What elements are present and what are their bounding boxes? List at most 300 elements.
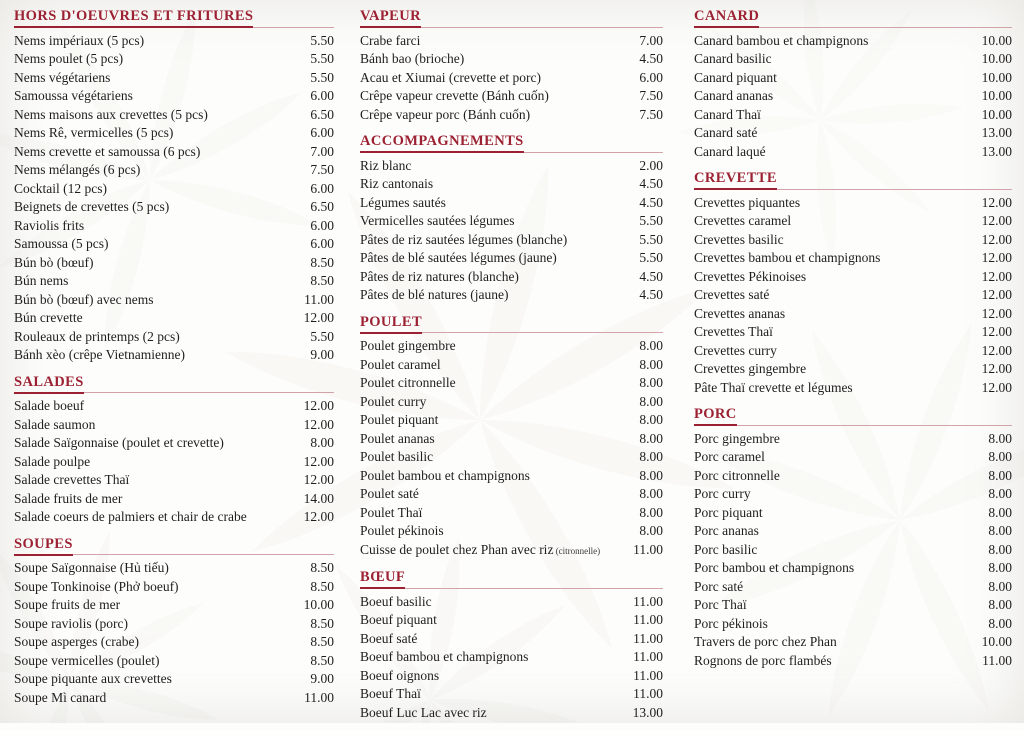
menu-item-name: Travers de porc chez Phan bbox=[694, 634, 837, 649]
menu-item-name: Crevettes Thaï bbox=[694, 324, 773, 339]
menu-item-name: Boeuf oignons bbox=[360, 667, 440, 683]
menu-item-name: Vermicelles sautées légumes bbox=[360, 213, 515, 228]
menu-item-name: Crevettes Pékinoises bbox=[694, 268, 807, 284]
menu-item-price: 8.50 bbox=[310, 560, 334, 575]
menu-item-name: Porc basilic bbox=[694, 541, 758, 557]
menu-item-name: Bún crevette bbox=[14, 310, 83, 325]
menu-item-name: Boeuf Thaï bbox=[360, 686, 421, 701]
menu-item-price: 8.00 bbox=[639, 486, 663, 501]
menu-item-price: 6.50 bbox=[310, 199, 334, 214]
menu-item-row bbox=[360, 374, 663, 393]
menu-item-name: Salade Saïgonnaise (poulet et crevette) bbox=[14, 435, 224, 450]
menu-item-name: Acau et Xiumai (crevette et porc) bbox=[360, 69, 542, 85]
menu-item-name: Poulet ananas bbox=[360, 430, 435, 446]
menu-item-row bbox=[14, 490, 334, 509]
menu-item-price: 11.00 bbox=[633, 541, 663, 557]
menu-item-name: Riz cantonais bbox=[360, 176, 434, 191]
menu-item-price: 11.00 bbox=[633, 630, 663, 646]
menu-item-row bbox=[360, 337, 663, 356]
section-title-text: HORS D'OEUVRES ET FRITURES bbox=[14, 8, 253, 28]
menu-item-name: Samoussa (5 pcs) bbox=[14, 236, 109, 251]
menu-item-row bbox=[14, 309, 334, 328]
section-title bbox=[14, 374, 334, 394]
menu-item-row bbox=[360, 630, 663, 649]
menu-item-price: 12.00 bbox=[981, 342, 1012, 358]
menu-item-name: Salade coeurs de palmiers et chair de crabe bbox=[14, 509, 247, 524]
menu-item-price: 14.00 bbox=[303, 490, 334, 506]
menu-item-name: Pâte Thaï crevette et légumes bbox=[694, 379, 853, 395]
menu-item-price: 13.00 bbox=[981, 125, 1012, 140]
section-title-text: BŒUF bbox=[360, 569, 405, 589]
menu-item-price: 12.00 bbox=[981, 231, 1012, 247]
menu-item-price: 12.00 bbox=[981, 250, 1012, 265]
menu-item-row bbox=[694, 249, 1012, 268]
menu-item-name: Nems impériaux (5 pcs) bbox=[14, 32, 145, 48]
menu-item-row bbox=[14, 397, 334, 416]
menu-item-name: Boeuf bambou et champignons bbox=[360, 649, 529, 664]
menu-item-row bbox=[14, 235, 334, 254]
menu-item-name: Canard ananas bbox=[694, 88, 774, 103]
section-title bbox=[694, 406, 1012, 426]
menu-item-price: 7.50 bbox=[639, 106, 663, 122]
menu-item-price: 8.00 bbox=[988, 449, 1012, 464]
menu-item-price: 10.00 bbox=[303, 597, 334, 612]
menu-item-name: Nems mélangés (6 pcs) bbox=[14, 162, 141, 177]
menu-item-name: Canard saté bbox=[694, 125, 758, 140]
menu-item-row bbox=[360, 268, 663, 287]
menu-item-price: 8.00 bbox=[988, 578, 1012, 594]
menu-item-row bbox=[360, 249, 663, 268]
menu-item-price: 5.50 bbox=[639, 231, 663, 247]
menu-item-row bbox=[694, 305, 1012, 324]
menu-item-price: 5.50 bbox=[310, 51, 334, 66]
menu-item-row bbox=[360, 175, 663, 194]
menu-item-row bbox=[360, 50, 663, 69]
menu-item-price: 12.00 bbox=[981, 213, 1012, 228]
menu-item-row bbox=[14, 633, 334, 652]
menu-item-price: 10.00 bbox=[981, 32, 1012, 48]
menu-item-row bbox=[694, 578, 1012, 597]
menu-item-name: Cuisse de poulet chez Phan avec riz (citronnelle) bbox=[360, 541, 601, 557]
menu-item-row bbox=[694, 360, 1012, 379]
menu-item-name: Crevettes basilic bbox=[694, 231, 784, 247]
section-title bbox=[14, 536, 334, 556]
menu-item-name: Crevettes bambou et champignons bbox=[694, 250, 881, 265]
menu-item-price: 8.00 bbox=[988, 467, 1012, 483]
menu-item-price: 8.00 bbox=[988, 486, 1012, 501]
menu-item-price: 8.50 bbox=[310, 273, 334, 288]
menu-item-row bbox=[14, 69, 334, 88]
menu-item-row bbox=[14, 615, 334, 634]
menu-item-row bbox=[14, 217, 334, 236]
menu-item-name: Porc pékinois bbox=[694, 615, 768, 631]
menu-item-row bbox=[14, 416, 334, 435]
menu-item-price: 7.50 bbox=[639, 88, 663, 103]
menu-section bbox=[14, 536, 334, 708]
menu-item-price: 8.00 bbox=[988, 430, 1012, 446]
menu-item-row bbox=[360, 504, 663, 523]
menu-item-name: Nems poulet (5 pcs) bbox=[14, 51, 124, 66]
menu-item-price: 6.00 bbox=[310, 125, 334, 140]
menu-item-price: 6.00 bbox=[310, 180, 334, 196]
menu-item-name: Canard Thaï bbox=[694, 106, 761, 122]
section-title-text: ACCOMPAGNEMENTS bbox=[360, 133, 524, 153]
menu-item-name: Poulet caramel bbox=[360, 356, 441, 372]
menu-item-price: 12.00 bbox=[981, 194, 1012, 210]
menu-item-name: Boeuf piquant bbox=[360, 612, 437, 627]
menu-item-price: 2.00 bbox=[639, 157, 663, 173]
menu-item-price: 13.00 bbox=[632, 704, 663, 720]
menu-section bbox=[360, 569, 663, 722]
menu-item-name: Porc saté bbox=[694, 578, 744, 594]
menu-item-row bbox=[360, 194, 663, 213]
menu-item-row bbox=[360, 157, 663, 176]
menu-item-row bbox=[14, 689, 334, 708]
menu-item-row bbox=[694, 467, 1012, 486]
menu-item-name: Pâtes de riz sautées légumes (blanche) bbox=[360, 231, 568, 247]
menu-item-name: Porc ananas bbox=[694, 523, 759, 538]
menu-item-price: 9.00 bbox=[310, 347, 334, 362]
menu-item-row bbox=[360, 685, 663, 704]
menu-item-row bbox=[360, 393, 663, 412]
menu-item-name: Beignets de crevettes (5 pcs) bbox=[14, 199, 170, 214]
menu-item-price: 11.00 bbox=[633, 612, 663, 627]
menu-item-price: 5.50 bbox=[310, 32, 334, 48]
menu-item-name: Porc bambou et champignons bbox=[694, 560, 855, 575]
menu-item-row bbox=[14, 596, 334, 615]
menu-item-row bbox=[14, 291, 334, 310]
menu-item-name: Salade poulpe bbox=[14, 453, 91, 469]
menu-item-row bbox=[360, 231, 663, 250]
menu-item-row bbox=[14, 180, 334, 199]
menu-item-name: Nems maisons aux crevettes (5 pcs) bbox=[14, 106, 208, 122]
menu-item-price: 12.00 bbox=[303, 416, 334, 432]
menu-item-name: Crêpe vapeur porc (Bánh cuốn) bbox=[360, 106, 531, 122]
menu-item-price: 12.00 bbox=[303, 472, 334, 487]
menu-item-name: Bánh bao (brioche) bbox=[360, 51, 465, 66]
menu-item-price: 11.00 bbox=[633, 667, 663, 683]
menu-item-name: Salade saumon bbox=[14, 416, 96, 432]
menu-section bbox=[694, 406, 1012, 670]
menu-item-price: 6.00 bbox=[310, 88, 334, 103]
menu-item-row bbox=[694, 231, 1012, 250]
menu-item-name: Pâtes de riz natures (blanche) bbox=[360, 268, 519, 284]
menu-item-name: Crabe farci bbox=[360, 32, 421, 48]
menu-item-name: Soupe Mì canard bbox=[14, 689, 107, 705]
menu-item-name: Poulet bambou et champignons bbox=[360, 467, 530, 483]
menu-item-price: 8.50 bbox=[310, 254, 334, 270]
menu-item-row bbox=[360, 648, 663, 667]
menu-item-name: Crêpe vapeur crevette (Bánh cuốn) bbox=[360, 88, 549, 103]
menu-item-note: (citronnelle) bbox=[553, 545, 601, 556]
menu-item-name: Salade crevettes Thaï bbox=[14, 472, 130, 487]
section-title-text: POULET bbox=[360, 314, 422, 334]
menu-item-name: Salade fruits de mer bbox=[14, 490, 123, 506]
menu-item-price: 5.50 bbox=[310, 69, 334, 85]
menu-section bbox=[694, 8, 1012, 161]
menu-item-row bbox=[694, 323, 1012, 342]
menu-item-name: Soupe piquante aux crevettes bbox=[14, 671, 172, 686]
menu-item-row bbox=[14, 143, 334, 162]
section-title-text: PORC bbox=[694, 406, 737, 426]
menu-item-name: Canard piquant bbox=[694, 69, 777, 85]
menu-item-price: 5.50 bbox=[639, 250, 663, 265]
menu-item-name: Rouleaux de printemps (2 pcs) bbox=[14, 328, 180, 344]
menu-item-row bbox=[694, 342, 1012, 361]
menu-item-name: Poulet gingembre bbox=[360, 338, 456, 353]
menu-item-name: Soupe asperges (crabe) bbox=[14, 634, 139, 649]
section-title bbox=[694, 8, 1012, 28]
menu-item-row bbox=[694, 541, 1012, 560]
menu-item-row bbox=[14, 124, 334, 143]
menu-section bbox=[694, 170, 1012, 397]
menu-item-row bbox=[360, 667, 663, 686]
menu-item-row bbox=[694, 448, 1012, 467]
menu-item-row bbox=[360, 467, 663, 486]
menu-item-price: 8.00 bbox=[988, 504, 1012, 520]
menu-section bbox=[14, 374, 334, 527]
menu-item-row bbox=[360, 430, 663, 449]
menu-item-name: Crevettes piquantes bbox=[694, 194, 801, 210]
menu-item-row bbox=[14, 559, 334, 578]
menu-item-price: 13.00 bbox=[981, 143, 1012, 159]
menu-item-price: 8.50 bbox=[310, 578, 334, 594]
menu-item-name: Canard laqué bbox=[694, 143, 766, 159]
menu-item-row bbox=[694, 485, 1012, 504]
menu-item-row bbox=[14, 453, 334, 472]
menu-item-name: Crevettes curry bbox=[694, 342, 777, 358]
menu-item-row bbox=[360, 69, 663, 88]
menu-item-row bbox=[694, 69, 1012, 88]
menu-item-name: Canard basilic bbox=[694, 51, 772, 66]
menu-item-price: 8.50 bbox=[310, 634, 334, 649]
menu-item-name: Boeuf basilic bbox=[360, 593, 432, 609]
menu-item-price: 10.00 bbox=[981, 51, 1012, 66]
menu-item-price: 11.00 bbox=[633, 649, 663, 664]
menu-item-row bbox=[14, 471, 334, 490]
menu-item-name: Nems crevette et samoussa (6 pcs) bbox=[14, 143, 201, 159]
menu-item-row bbox=[694, 124, 1012, 143]
menu-item-name: Canard bambou et champignons bbox=[694, 32, 869, 48]
menu-item-row bbox=[694, 143, 1012, 162]
menu-item-name: Rognons de porc flambés bbox=[694, 652, 832, 668]
menu-item-price: 4.50 bbox=[639, 51, 663, 66]
menu-item-row bbox=[360, 87, 663, 106]
menu-item-row bbox=[14, 198, 334, 217]
menu-item-price: 12.00 bbox=[981, 379, 1012, 395]
menu-item-price: 8.00 bbox=[310, 435, 334, 450]
menu-item-row bbox=[14, 434, 334, 453]
menu-item-row bbox=[694, 652, 1012, 671]
menu-item-price: 12.00 bbox=[303, 398, 334, 413]
menu-item-row bbox=[14, 254, 334, 273]
menu-item-name: Crevettes ananas bbox=[694, 305, 786, 321]
menu-item-name: Légumes sautés bbox=[360, 194, 446, 210]
menu-item-price: 8.00 bbox=[988, 597, 1012, 612]
menu-section bbox=[360, 314, 663, 561]
section-title bbox=[360, 314, 663, 334]
menu-item-price: 8.00 bbox=[988, 523, 1012, 538]
menu-item-row bbox=[14, 161, 334, 180]
menu-item-price: 8.00 bbox=[988, 615, 1012, 631]
menu-item-row bbox=[14, 670, 334, 689]
menu-item-name: Samoussa végétariens bbox=[14, 88, 133, 103]
menu-item-row bbox=[14, 652, 334, 671]
menu-item-name: Poulet pékinois bbox=[360, 523, 444, 538]
menu-item-name: Nems végétariens bbox=[14, 69, 111, 85]
menu-item-price: 11.00 bbox=[982, 652, 1012, 668]
menu-item-name: Riz blanc bbox=[360, 157, 412, 173]
menu-item-price: 12.00 bbox=[981, 324, 1012, 339]
menu-item-row bbox=[694, 633, 1012, 652]
menu-item-name: Crevettes caramel bbox=[694, 213, 792, 228]
menu-item-row bbox=[360, 448, 663, 467]
menu-item-row bbox=[360, 32, 663, 51]
menu-item-name: Porc citronnelle bbox=[694, 467, 780, 483]
menu-item-price: 8.00 bbox=[639, 338, 663, 353]
menu-item-name: Pâtes de blé natures (jaune) bbox=[360, 287, 509, 302]
menu-item-row bbox=[694, 522, 1012, 541]
menu-item-name: Bún bò (bœuf) avec nems bbox=[14, 291, 154, 307]
section-title-text: CREVETTE bbox=[694, 170, 777, 190]
menu-section bbox=[14, 8, 334, 365]
menu-item-name: Salade boeuf bbox=[14, 398, 85, 413]
menu-item-row bbox=[360, 541, 663, 561]
menu-item-price: 5.50 bbox=[639, 213, 663, 228]
menu-item-name: Boeuf Luc Lac avec riz bbox=[360, 704, 487, 720]
menu-item-price: 8.00 bbox=[639, 375, 663, 390]
menu-item-row bbox=[694, 615, 1012, 634]
menu-column-left bbox=[14, 8, 334, 716]
section-title bbox=[360, 133, 663, 153]
menu-item-price: 8.00 bbox=[639, 430, 663, 446]
menu-column-middle bbox=[360, 8, 663, 731]
menu-item-name: Bún bò (bœuf) bbox=[14, 254, 94, 270]
menu-item-row bbox=[14, 87, 334, 106]
menu-item-price: 6.00 bbox=[310, 217, 334, 233]
section-title-text: CANARD bbox=[694, 8, 759, 28]
menu-item-price: 12.00 bbox=[303, 310, 334, 325]
menu-item-name: Nems Rê, vermicelles (5 pcs) bbox=[14, 125, 174, 140]
menu-item-price: 11.00 bbox=[304, 291, 334, 307]
menu-item-row bbox=[14, 50, 334, 69]
menu-item-price: 11.00 bbox=[633, 686, 663, 701]
menu-item-name: Porc gingembre bbox=[694, 430, 780, 446]
menu-item-name: Cocktail (12 pcs) bbox=[14, 180, 107, 196]
menu-item-row bbox=[694, 194, 1012, 213]
menu-item-price: 7.00 bbox=[310, 143, 334, 159]
menu-item-name: Poulet piquant bbox=[360, 412, 439, 427]
menu-item-row bbox=[360, 356, 663, 375]
menu-item-price: 6.00 bbox=[310, 236, 334, 251]
section-title bbox=[694, 170, 1012, 190]
menu-item-name: Crevettes gingembre bbox=[694, 361, 807, 376]
menu-item-price: 10.00 bbox=[981, 88, 1012, 103]
menu-item-price: 6.00 bbox=[639, 69, 663, 85]
menu-item-row bbox=[14, 272, 334, 291]
section-title-text: VAPEUR bbox=[360, 8, 421, 28]
menu-item-price: 12.00 bbox=[981, 305, 1012, 321]
section-title bbox=[14, 8, 334, 28]
menu-item-price: 12.00 bbox=[303, 509, 334, 524]
menu-item-price: 12.00 bbox=[981, 268, 1012, 284]
menu-item-price: 10.00 bbox=[981, 634, 1012, 649]
menu-item-price: 10.00 bbox=[981, 106, 1012, 122]
menu-item-row bbox=[14, 32, 334, 51]
menu-item-price: 4.50 bbox=[639, 268, 663, 284]
menu-item-name: Soupe Saïgonnaise (Hủ tiếu) bbox=[14, 560, 169, 575]
menu-item-row bbox=[694, 286, 1012, 305]
menu-item-row bbox=[360, 485, 663, 504]
menu-section bbox=[360, 133, 663, 305]
menu-item-name: Soupe fruits de mer bbox=[14, 597, 121, 612]
menu-item-name: Pâtes de blé sautées légumes (jaune) bbox=[360, 250, 557, 265]
menu-item-row bbox=[360, 411, 663, 430]
menu-item-price: 8.00 bbox=[639, 504, 663, 520]
menu-item-price: 5.50 bbox=[310, 328, 334, 344]
menu-item-price: 12.00 bbox=[981, 361, 1012, 376]
menu-item-name: Poulet citronnelle bbox=[360, 375, 456, 390]
menu-item-price: 8.00 bbox=[639, 449, 663, 464]
menu-item-price: 6.50 bbox=[310, 106, 334, 122]
menu-item-row bbox=[360, 522, 663, 541]
menu-item-name: Porc caramel bbox=[694, 449, 765, 464]
menu-item-row bbox=[360, 593, 663, 612]
menu-item-price: 8.00 bbox=[639, 412, 663, 427]
menu-item-row bbox=[360, 212, 663, 231]
menu-item-name: Crevettes saté bbox=[694, 287, 770, 302]
menu-item-name: Soupe raviolis (porc) bbox=[14, 615, 128, 631]
menu-item-price: 8.00 bbox=[639, 523, 663, 538]
menu-item-price: 9.00 bbox=[310, 671, 334, 686]
menu-item-row bbox=[14, 106, 334, 125]
menu-item-price: 4.50 bbox=[639, 194, 663, 210]
menu-item-price: 12.00 bbox=[981, 287, 1012, 302]
menu-item-name: Poulet curry bbox=[360, 393, 427, 409]
menu-item-name: Boeuf saté bbox=[360, 630, 418, 646]
menu-item-name: Soupe Tonkinoise (Phở boeuf) bbox=[14, 578, 179, 594]
menu-item-name: Poulet basilic bbox=[360, 449, 434, 464]
menu-item-row bbox=[14, 578, 334, 597]
menu-section bbox=[360, 8, 663, 124]
menu-item-row bbox=[14, 328, 334, 347]
menu-item-price: 8.50 bbox=[310, 615, 334, 631]
menu-item-name: Raviolis frits bbox=[14, 217, 85, 233]
menu-item-price: 4.50 bbox=[639, 176, 663, 191]
menu-item-price: 4.50 bbox=[639, 287, 663, 302]
menu-item-price: 7.50 bbox=[310, 162, 334, 177]
menu-item-row bbox=[14, 508, 334, 527]
menu-item-row bbox=[694, 379, 1012, 398]
menu-item-name: Porc curry bbox=[694, 486, 751, 501]
menu-item-price: 8.00 bbox=[639, 467, 663, 483]
menu-item-row bbox=[360, 611, 663, 630]
menu-item-price: 10.00 bbox=[981, 69, 1012, 85]
menu-item-price: 8.00 bbox=[988, 560, 1012, 575]
menu-item-row bbox=[694, 559, 1012, 578]
section-title-text: SOUPES bbox=[14, 536, 73, 556]
menu-item-name: Poulet Thaï bbox=[360, 504, 423, 520]
menu-item-price: 8.00 bbox=[639, 393, 663, 409]
menu-item-row bbox=[694, 430, 1012, 449]
menu-item-row bbox=[694, 87, 1012, 106]
menu-item-price: 11.00 bbox=[633, 593, 663, 609]
section-title-text: SALADES bbox=[14, 374, 84, 394]
menu-item-price: 8.00 bbox=[639, 356, 663, 372]
menu-item-row bbox=[694, 504, 1012, 523]
menu-column-right bbox=[694, 8, 1012, 679]
menu-item-row bbox=[694, 212, 1012, 231]
